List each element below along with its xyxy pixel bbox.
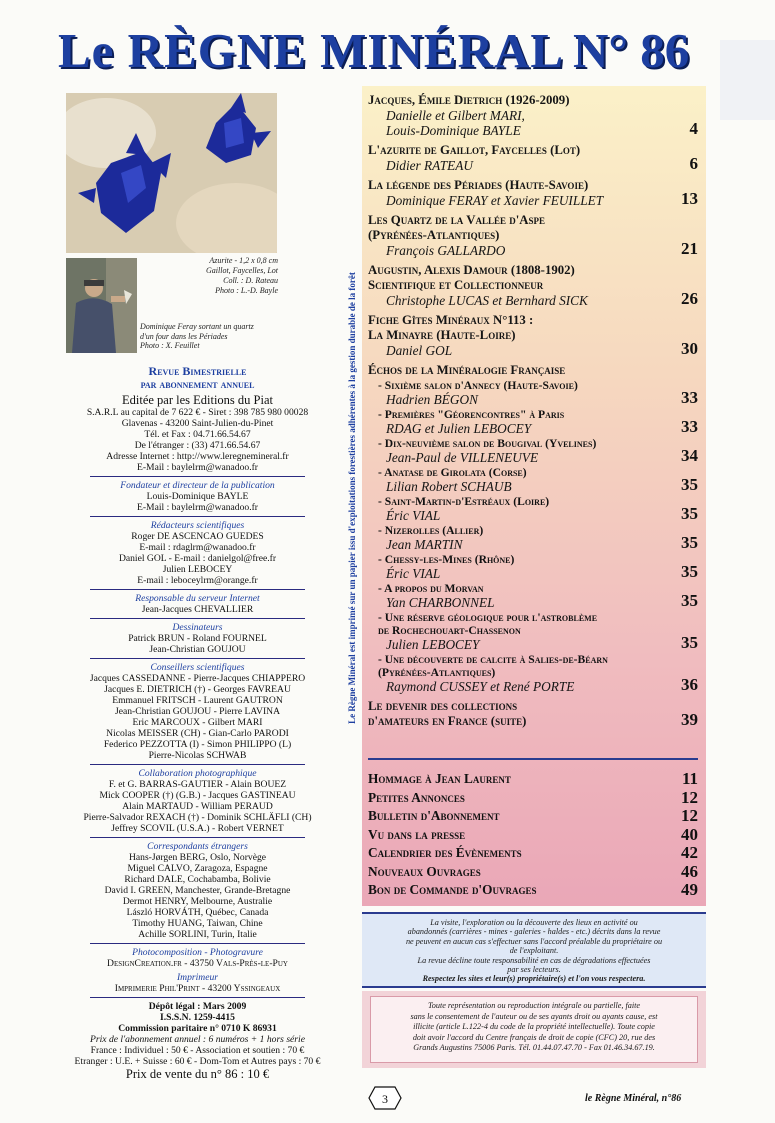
divider xyxy=(90,658,305,659)
feray-photo xyxy=(66,258,137,353)
credit-line: DesignCreation.fr - 43750 Vals-Près-le-Puy xyxy=(107,958,288,969)
toc-entry xyxy=(368,582,702,610)
toc-rubric-title: Bulletin d'Abonnement xyxy=(368,808,500,823)
toc-entry-title: Les Quartz de la Vallée d'Aspe xyxy=(368,213,546,227)
section-heading: Imprimeur xyxy=(176,972,219,983)
divider xyxy=(90,837,305,838)
toc-entry xyxy=(368,437,702,465)
toc-page-number: 35 xyxy=(681,562,698,581)
credit-line: Eric MARCOUX - Gilbert MARI xyxy=(132,717,263,728)
credit-line: Jean-Christian GOUJOU - Pierre LAVINA xyxy=(114,706,281,717)
credit-line: Daniel GOL - E-mail : danielgol@free.fr xyxy=(118,553,277,564)
toc-page-number: 11 xyxy=(681,769,698,788)
toc-entry xyxy=(368,379,702,407)
toc-rubric-title: Calendrier des Évènements xyxy=(368,845,522,860)
toc-entry-title: Augustin, Alexis Damour (1808-1902) xyxy=(368,263,575,277)
credit-line: Nicolas MEISSER (CH) - Gian-Carlo PARODI xyxy=(106,728,289,739)
subscription-price: Prix de l'abonnement annuel : 6 numéros + 1 hors série xyxy=(90,1034,305,1045)
toc-entry-author: Christophe LUCAS et Bernhard SICK xyxy=(386,293,588,308)
revue-subscription: par abonnement annuel xyxy=(140,377,255,391)
credit-line: Pierre-Nicolas SCHWAB xyxy=(148,750,247,761)
notice-line: par ses lecteurs. xyxy=(507,965,561,975)
toc-subentry-title: - Chessy-les-Mines (Rhône) xyxy=(378,553,515,566)
toc-rubric xyxy=(368,789,702,808)
toc-entry-author: Daniel GOL xyxy=(386,343,453,358)
person-at-quartz-pocket-image xyxy=(66,258,137,353)
toc-page-number: 4 xyxy=(689,119,698,138)
toc-entry xyxy=(368,363,702,378)
toc-subentry-title: de Rochechouart-Chassenon xyxy=(378,624,521,637)
credit-line: Patrick BRUN - Roland FOURNEL xyxy=(128,633,267,644)
toc-rubric xyxy=(368,863,702,882)
toc-entry-author: Éric VIAL xyxy=(386,508,441,523)
toc-entry xyxy=(368,495,702,523)
toc-entry-title: La Minayre (Haute-Loire) xyxy=(368,328,516,342)
company-line: De l'étranger : (33) 471.66.54.67 xyxy=(134,440,261,451)
toc-page-number: 33 xyxy=(681,388,698,407)
toc-rubric xyxy=(368,881,702,900)
legal-deposit: Dépôt légal : Mars 2009 xyxy=(148,1001,247,1012)
toc-subentry-title: - A propos du Morvan xyxy=(378,582,484,595)
notice-line: La revue décline toute responsabilité en cas de dégradations effectuées xyxy=(417,955,651,965)
toc-entry-author: Hadrien BÉGON xyxy=(386,392,478,407)
toc-entry-author: Lilian Robert SCHAUB xyxy=(386,479,512,494)
next-page-edge xyxy=(720,40,775,120)
toc-entry xyxy=(368,611,702,652)
copyright-inner xyxy=(370,996,698,1063)
paper-note xyxy=(346,90,358,905)
toc-page-number: 35 xyxy=(681,533,698,552)
section-heading: Fondateur et directeur de la publication xyxy=(120,480,275,491)
credit-line: Imprimerie Phil'Print - 43200 Yssingeaux xyxy=(114,983,281,994)
company-line: Glavenas - 43200 Saint-Julien-du-Pinet xyxy=(121,418,274,429)
section-heading: Dessinateurs xyxy=(172,622,223,633)
feray-caption xyxy=(140,322,300,351)
section-heading: Responsable du serveur Internet xyxy=(135,593,260,604)
credit-line: Jean-Jacques CHEVALLIER xyxy=(141,604,254,615)
toc-entry-author: François GALLARDO xyxy=(386,243,506,258)
divider xyxy=(90,516,305,517)
toc-subentry-title: - Premières "Géorencontres" à Paris xyxy=(378,408,565,421)
notice-line: Grands Augustins 75006 Paris. Tél. 01.44.07.47.70 - Fax 01.46.34.67.19. xyxy=(413,1043,655,1053)
credit-line: Federico PEZZOTTA (I) - Simon PHILIPPO (L) xyxy=(103,739,292,750)
toc-entry xyxy=(368,213,702,258)
price-france: France : Individuel : 50 € - Association et soutien : 70 € xyxy=(90,1045,305,1056)
toc-rubric-title: Vu dans la presse xyxy=(368,826,466,842)
toc-entry-author: Danielle et Gilbert MARI, xyxy=(386,108,525,123)
footer-running-title: le Règne Minéral, n°86 xyxy=(585,1093,682,1104)
toc-entry xyxy=(368,553,702,581)
toc-page-number: 34 xyxy=(681,446,698,465)
toc-entry xyxy=(368,524,702,552)
notice-line: sans le consentement de l'auteur ou de ses ayants droit ou ayants cause, est xyxy=(410,1011,658,1021)
toc-page-number: 35 xyxy=(681,633,698,652)
credit-line: E-Mail : baylelrm@wanadoo.fr xyxy=(137,502,258,513)
toc-entry-author: Louis-Dominique BAYLE xyxy=(386,123,521,138)
credit-line: Richard DALE, Cochabamba, Bolivie xyxy=(124,874,271,885)
divider xyxy=(90,764,305,765)
page-number-badge xyxy=(367,1083,403,1113)
toc-entry-author: Raymond CUSSEY et René PORTE xyxy=(386,679,575,694)
credit-line: Emmanuel FRITSCH - Laurent GAUTRON xyxy=(112,695,283,706)
notice-line: La visite, l'exploration ou la découverte des lieux en activité ou xyxy=(430,918,638,927)
toc-entry-title: Jacques, Émile Dietrich (1926-2009) xyxy=(368,93,570,107)
caption-line: Photo : X. Feuillet xyxy=(140,341,200,350)
credit-line: E-mail : rdaglrm@wanadoo.fr xyxy=(139,542,256,553)
credit-line: Louis-Dominique BAYLE xyxy=(146,491,249,502)
caption-line: Dominique Feray sortant un quartz xyxy=(140,322,254,331)
toc-subentry-title: (Pyrénées-Atlantiques) xyxy=(378,666,496,679)
toc-page-number: 49 xyxy=(681,880,698,899)
toc-subentry-title: - Une réserve géologique pour l'astroblème xyxy=(378,611,598,624)
azurite-caption xyxy=(150,256,278,296)
credit-line: Dermot HENRY, Melbourne, Australie xyxy=(122,896,273,907)
section-heading: Correspondants étrangers xyxy=(147,841,248,852)
toc-entry-title: Scientifique et Collectionneur xyxy=(368,278,544,292)
toc-page-number: 42 xyxy=(681,843,698,862)
section-heading: Photocomposition - Photogravure xyxy=(132,947,263,958)
toc-page-number: 36 xyxy=(681,675,698,694)
website-line: Adresse Internet : http://www.leregnemineral.fr xyxy=(106,451,289,462)
toc-subentry-title: - Nizerolles (Allier) xyxy=(378,524,484,537)
toc-page-number: 39 xyxy=(681,710,698,729)
notice-line: illicite (article L.122-4 du code de la propriété intellectuelle). Toute copie xyxy=(413,1022,655,1032)
credit-line: László HORVÁTH, Québec, Canada xyxy=(126,907,269,918)
toc-page-number: 12 xyxy=(681,787,698,807)
price-abroad: Etranger : U.E. + Suisse : 60 € - Dom-Tom et Autres pays : 70 € xyxy=(74,1056,321,1067)
azurite-crystal-image xyxy=(66,93,277,253)
toc-entry-title: d'amateurs en France (suite) xyxy=(368,714,527,728)
toc-entry-author: Jean-Paul de VILLENEUVE xyxy=(386,450,539,465)
credit-line: Timothy HUANG, Taiwan, Chine xyxy=(132,918,263,929)
revue-frequency: Revue Bimestrielle xyxy=(148,364,247,378)
toc-entry-author: Jean MARTIN xyxy=(386,537,463,552)
section-heading: Rédacteurs scientifiques xyxy=(150,520,245,531)
credit-line: Mick COOPER (†) (G.B.) - Jacques GASTINEAU xyxy=(99,790,296,801)
divider xyxy=(90,618,305,619)
toc-page-number: 46 xyxy=(681,861,698,881)
toc-main-list xyxy=(368,93,702,729)
issue-price: Prix de vente du n° 86 : 10 € xyxy=(125,1067,270,1081)
credit-line: Jeffrey SCOVIL (U.S.A.) - Robert VERNET xyxy=(111,823,284,834)
credit-line: Alain MARTAUD - William PERAUD xyxy=(122,801,273,812)
masthead-credits xyxy=(60,365,335,1081)
toc-page-number: 35 xyxy=(681,475,698,494)
notice-line: abandonnés (carrières - mines - galeries - haldes - etc.) décrits dans la revue xyxy=(407,927,661,937)
toc-entry-author: Didier RATEAU xyxy=(386,158,474,173)
toc-entry xyxy=(368,93,702,138)
toc-rubric-title: Hommage à Jean Laurent xyxy=(368,771,511,786)
caption-line: Azurite - 1,2 x 0,8 cm xyxy=(209,256,278,265)
toc-rubric xyxy=(368,826,702,845)
caption-line: d'un four dans les Périades xyxy=(140,331,228,341)
credit-line: F. et G. BARRAS-GAUTIER - Alain BOUEZ xyxy=(108,779,287,790)
toc-rubric xyxy=(368,770,702,789)
divider xyxy=(90,997,305,998)
section-heading: Collaboration photographique xyxy=(138,768,257,779)
toc-entry xyxy=(368,699,702,729)
toc-page-number: 33 xyxy=(681,417,698,436)
email-line: E-Mail : baylelrm@wanadoo.fr xyxy=(137,462,258,473)
caption-line: Photo : L.-D. Bayle xyxy=(215,286,278,295)
toc-entry-author: Dominique FERAY et Xavier FEUILLET xyxy=(386,193,604,208)
toc-page-number: 40 xyxy=(681,824,698,844)
site-visit-notice xyxy=(362,912,706,988)
toc-page-number: 21 xyxy=(681,239,698,258)
notice-line: Toute représentation ou reproduction intégrale ou partielle, faite xyxy=(427,1001,641,1010)
credit-line: Pierre-Salvador REXACH (†) - Dominik SCHLÄFLI (CH) xyxy=(83,812,312,823)
issn: I.S.S.N. 1259-4415 xyxy=(160,1012,235,1023)
credit-line: Achille SORLINI, Turin, Italie xyxy=(138,929,257,940)
divider xyxy=(90,943,305,944)
issue-number: N° 86 xyxy=(573,23,690,78)
toc-entry-title: La légende des Périades (Haute-Savoie) xyxy=(368,178,589,192)
toc-entry xyxy=(368,178,702,208)
company-line: Tél. et Fax : 04.71.66.54.67 xyxy=(144,429,251,440)
credit-line: Miguel CALVO, Zaragoza, Espagne xyxy=(127,863,268,874)
notice-line: de l'exploitant. xyxy=(509,946,559,956)
toc-entry-author: RDAG et Julien LEBOCEY xyxy=(386,421,532,436)
table-of-contents xyxy=(362,86,706,906)
toc-entry-title: Fiche Gîtes Minéraux N°113 : xyxy=(368,313,534,327)
commission-paritaire: Commission paritaire n° 0710 K 86931 xyxy=(118,1023,277,1034)
toc-page-number: 12 xyxy=(681,806,698,825)
masthead-header xyxy=(58,22,698,84)
toc-entry-author: Éric VIAL xyxy=(386,566,441,581)
toc-subentry-title: - Une découverte de calcite à Salies-de-Béarn xyxy=(378,653,608,666)
credit-line: Jean-Christian GOUJOU xyxy=(149,644,246,655)
divider xyxy=(90,589,305,590)
toc-entry-title: Le devenir des collections xyxy=(368,699,518,713)
toc-rubric-title: Bon de Commande d'Ouvrages xyxy=(368,882,537,897)
azurite-photo xyxy=(66,93,277,253)
toc-subentry-title: - Anatase de Girolata (Corse) xyxy=(378,466,527,479)
toc-page-number: 35 xyxy=(681,591,698,610)
toc-page-number: 30 xyxy=(681,339,698,358)
toc-entry-author: Julien LEBOCEY xyxy=(386,637,480,652)
toc-entry xyxy=(368,653,702,694)
toc-divider xyxy=(368,758,698,760)
section-heading: Conseillers scientifiques xyxy=(150,662,245,673)
toc-entry-title: Échos de la Minéralogie Française xyxy=(368,363,566,377)
credit-line: Jacques CASSEDANNE - Pierre-Jacques CHIAPPERO xyxy=(89,673,306,684)
credit-line: Roger DE ASCENCAO GUEDES xyxy=(131,531,264,542)
paper-note-text: Le Règne Minéral est imprimé sur un papier issu d'exploitations forestières adhérentes à la gestion durable de la forêt xyxy=(347,271,357,724)
magazine-title: Le RÈGNE MINÉRAL xyxy=(58,23,565,78)
toc-subentry-title: - Sixième salon d'Annecy (Haute-Savoie) xyxy=(378,379,578,392)
toc-entry xyxy=(368,143,702,173)
credit-line: Jacques E. DIETRICH (†) - Georges FAVREAU xyxy=(104,684,291,695)
toc-entry-title: L'azurite de Gaillot, Faycelles (Lot) xyxy=(368,143,581,157)
company-line: S.A.R.L au capital de 7 622 € - Siret : 398 785 980 00028 xyxy=(86,407,309,418)
toc-rubric xyxy=(368,807,702,826)
toc-rubric-title: Nouveaux Ouvrages xyxy=(368,863,481,879)
toc-rubrics-list xyxy=(368,770,702,900)
toc-entry xyxy=(368,408,702,436)
toc-entry xyxy=(368,313,702,358)
divider xyxy=(90,476,305,477)
notice-line: doit avoir l'accord du Centre français de droit de copie (CFC) 20, rue des xyxy=(412,1032,656,1042)
toc-entry-author: Yan CHARBONNEL xyxy=(386,595,495,610)
toc-rubric xyxy=(368,844,702,863)
credit-line: David I. GREEN, Manchester, Grande-Bretagne xyxy=(104,885,291,896)
toc-rubric-title: Petites Annonces xyxy=(368,789,465,805)
toc-entry-title: (Pyrénées-Atlantiques) xyxy=(368,228,500,242)
toc-page-number: 6 xyxy=(689,154,698,173)
copyright-notice xyxy=(362,991,706,1068)
toc-page-number: 35 xyxy=(681,504,698,523)
toc-page-number: 26 xyxy=(681,289,698,308)
caption-line: Gaillot, Faycelles, Lot xyxy=(206,266,278,275)
credit-line: E-mail : leboceylrm@orange.fr xyxy=(137,575,258,586)
toc-subentry-title: - Saint-Martin-d'Estréaux (Loire) xyxy=(378,495,550,508)
toc-subentry-title: - Dix-neuvième salon de Bougival (Yvelines) xyxy=(378,437,597,450)
credit-line: Hans-Jørgen BERG, Oslo, Norvège xyxy=(128,852,267,863)
credit-line: Julien LEBOCEY xyxy=(162,564,233,575)
publisher: Editée par les Editions du Piat xyxy=(121,393,273,407)
page-number: 3 xyxy=(382,1092,388,1106)
notice-line: ne peuvent en aucun cas s'effectuer sans l'accord préalable du propriétaire ou xyxy=(405,936,663,946)
notice-emphasis: Respectez les sites et leur(s) propriétaire(s) et l'on vous respectera. xyxy=(422,974,646,984)
toc-entry xyxy=(368,263,702,308)
toc-entry xyxy=(368,466,702,494)
crystal-icon xyxy=(367,1083,403,1113)
toc-page-number: 13 xyxy=(681,189,698,208)
caption-line: Coll. : D. Rateau xyxy=(223,276,278,285)
